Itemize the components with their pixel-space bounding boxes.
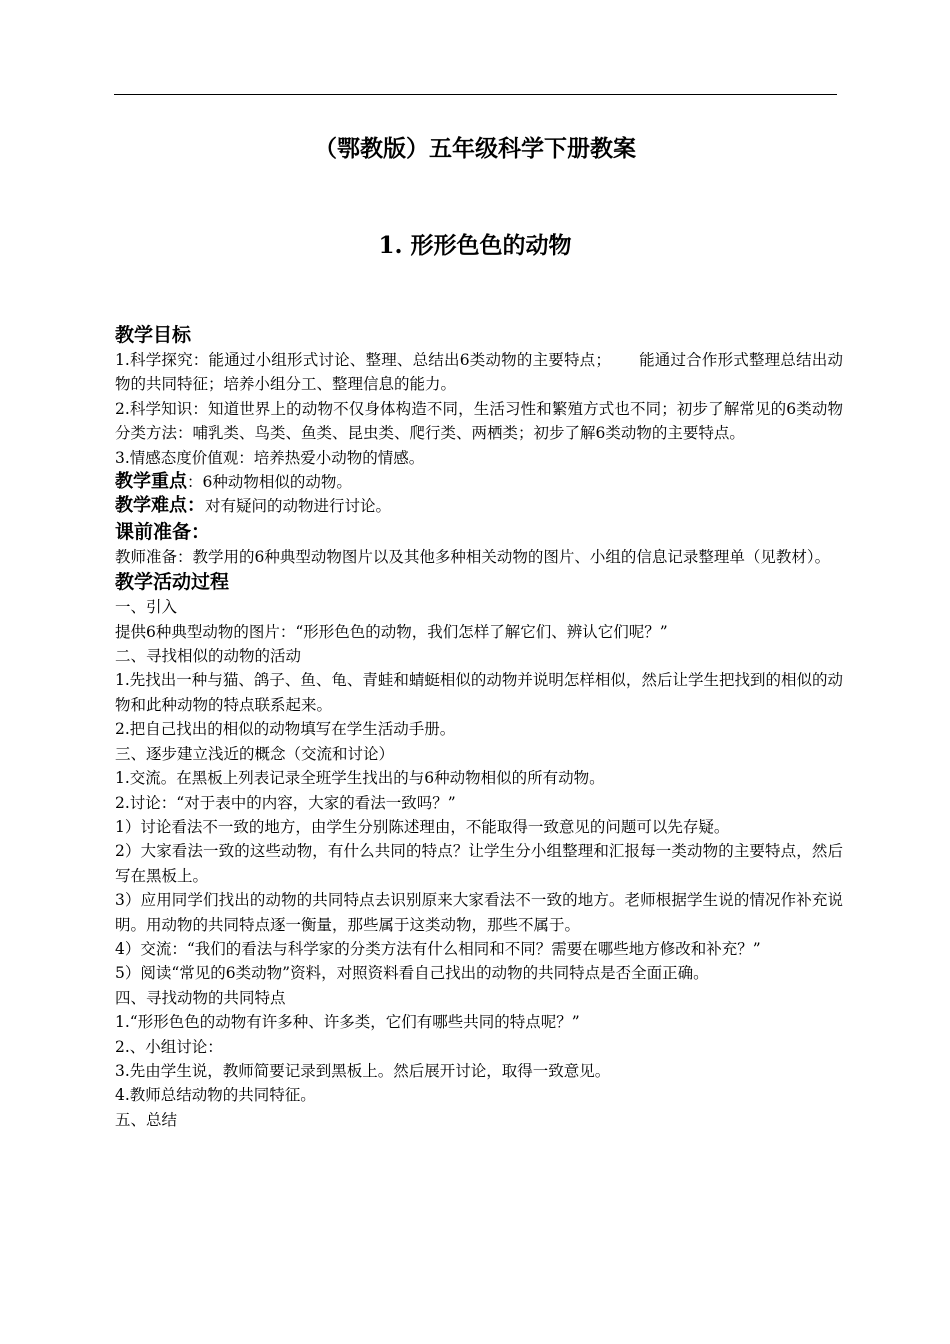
objective-item-3: 3.情感态度价值观：培养热爱小动物的情感。 (115, 448, 425, 467)
document-body (115, 322, 843, 1132)
key-point-label: 教学重点 (115, 471, 187, 493)
process-line: 1.先找出一种与猫、鸽子、鱼、龟、青蛙和蜻蜓相似的动物并说明怎样相似，然后让学生把找到的相似的动物和此种动物的特点联系起来。 (115, 671, 843, 714)
process-line: 四、寻找动物的共同特点 (115, 988, 286, 1007)
preparation-heading: 课前准备： (115, 520, 211, 543)
objective-item-1-a: 1.科学探究：能通过小组形式讨论、整理、总结出6类动物的主要特点； (115, 351, 611, 369)
process-line: 一、引入 (115, 598, 178, 617)
process-line: 五、总结 (115, 1110, 178, 1129)
objective-item-2: 2.科学知识：知道世界上的动物不仅身体构造不同，生活习性和繁殖方式也不同；初步了解常见的6类动物分类方法：哺乳类、鸟类、鱼类、昆虫类、爬行类、两栖类；初步了解6类动物的主要特点。 (115, 399, 843, 443)
key-point-text: ：6种动物相似的动物。 (187, 473, 352, 492)
lesson-title: 1. 形形色色的动物 (378, 232, 572, 259)
objective-item-1-b: 能通过合作形式整理总结出动物的共同特征；培养小组分工、整理信息的能力。 (115, 351, 843, 394)
process-line: 1.“形形色色的动物有许多种、许多类，它们有哪些共同的特点呢？” (115, 1013, 580, 1032)
difficulty-label: 教学难点： (115, 495, 205, 517)
preparation-text: 教师准备：教学用的6种典型动物图片以及其他多种相关动物的图片、小组的信息记录整理单（见教材）。 (115, 547, 831, 566)
process-line: 二、寻找相似的动物的活动 (115, 647, 302, 666)
process-line: 提供6种典型动物的图片：“形形色色的动物，我们怎样了解它们、辨认它们呢？” (115, 622, 668, 641)
key-point (115, 470, 843, 494)
header-rule (114, 94, 837, 95)
process-line: 2.把自己找出的相似的动物填写在学生活动手册。 (115, 720, 456, 739)
difficulty (115, 494, 843, 518)
process-line: 3.先由学生说，教师简要记录到黑板上。然后展开讨论，取得一致意见。 (115, 1061, 611, 1080)
document-title: （鄂教版）五年级科学下册教案 (314, 135, 636, 162)
process-line: 三、逐步建立浅近的概念（交流和讨论） (115, 744, 395, 763)
process-line: 2.讨论：“对于表中的内容，大家的看法一致吗？” (115, 793, 456, 812)
process-line: 2）大家看法一致的这些动物，有什么共同的特点？让学生分小组整理和汇报每一类动物的主要特点，然后写在黑板上。 (115, 842, 843, 885)
process-line: 4）交流：“我们的看法与科学家的分类方法有什么相同和不同？需要在哪些地方修改和补充？” (115, 939, 761, 958)
process-line: 3）应用同学们找出的动物的共同特点去识别原来大家看法不一致的地方。老师根据学生说的情况作补充说明。用动物的共同特点逐一衡量，那些属于这类动物，那些不属于。 (115, 891, 843, 934)
objectives-heading: 教学目标 (115, 324, 192, 346)
process-line: 5）阅读“常见的6类动物”资料，对照资料看自己找出的动物的共同特点是否全面正确。 (115, 964, 709, 983)
objective-item-1 (115, 348, 843, 397)
difficulty-text: 对有疑问的动物进行讨论。 (205, 497, 392, 516)
process-line: 1）讨论看法不一致的地方，由学生分别陈述理由，不能取得一致意见的问题可以先存疑。 (115, 817, 730, 836)
process-line: 1.交流。在黑板上列表记录全班学生找出的与6种动物相似的所有动物。 (115, 769, 605, 788)
process-heading: 教学活动过程 (115, 571, 230, 594)
process-line: 2.、小组讨论： (115, 1037, 223, 1056)
process-line: 4.教师总结动物的共同特征。 (115, 1086, 316, 1105)
